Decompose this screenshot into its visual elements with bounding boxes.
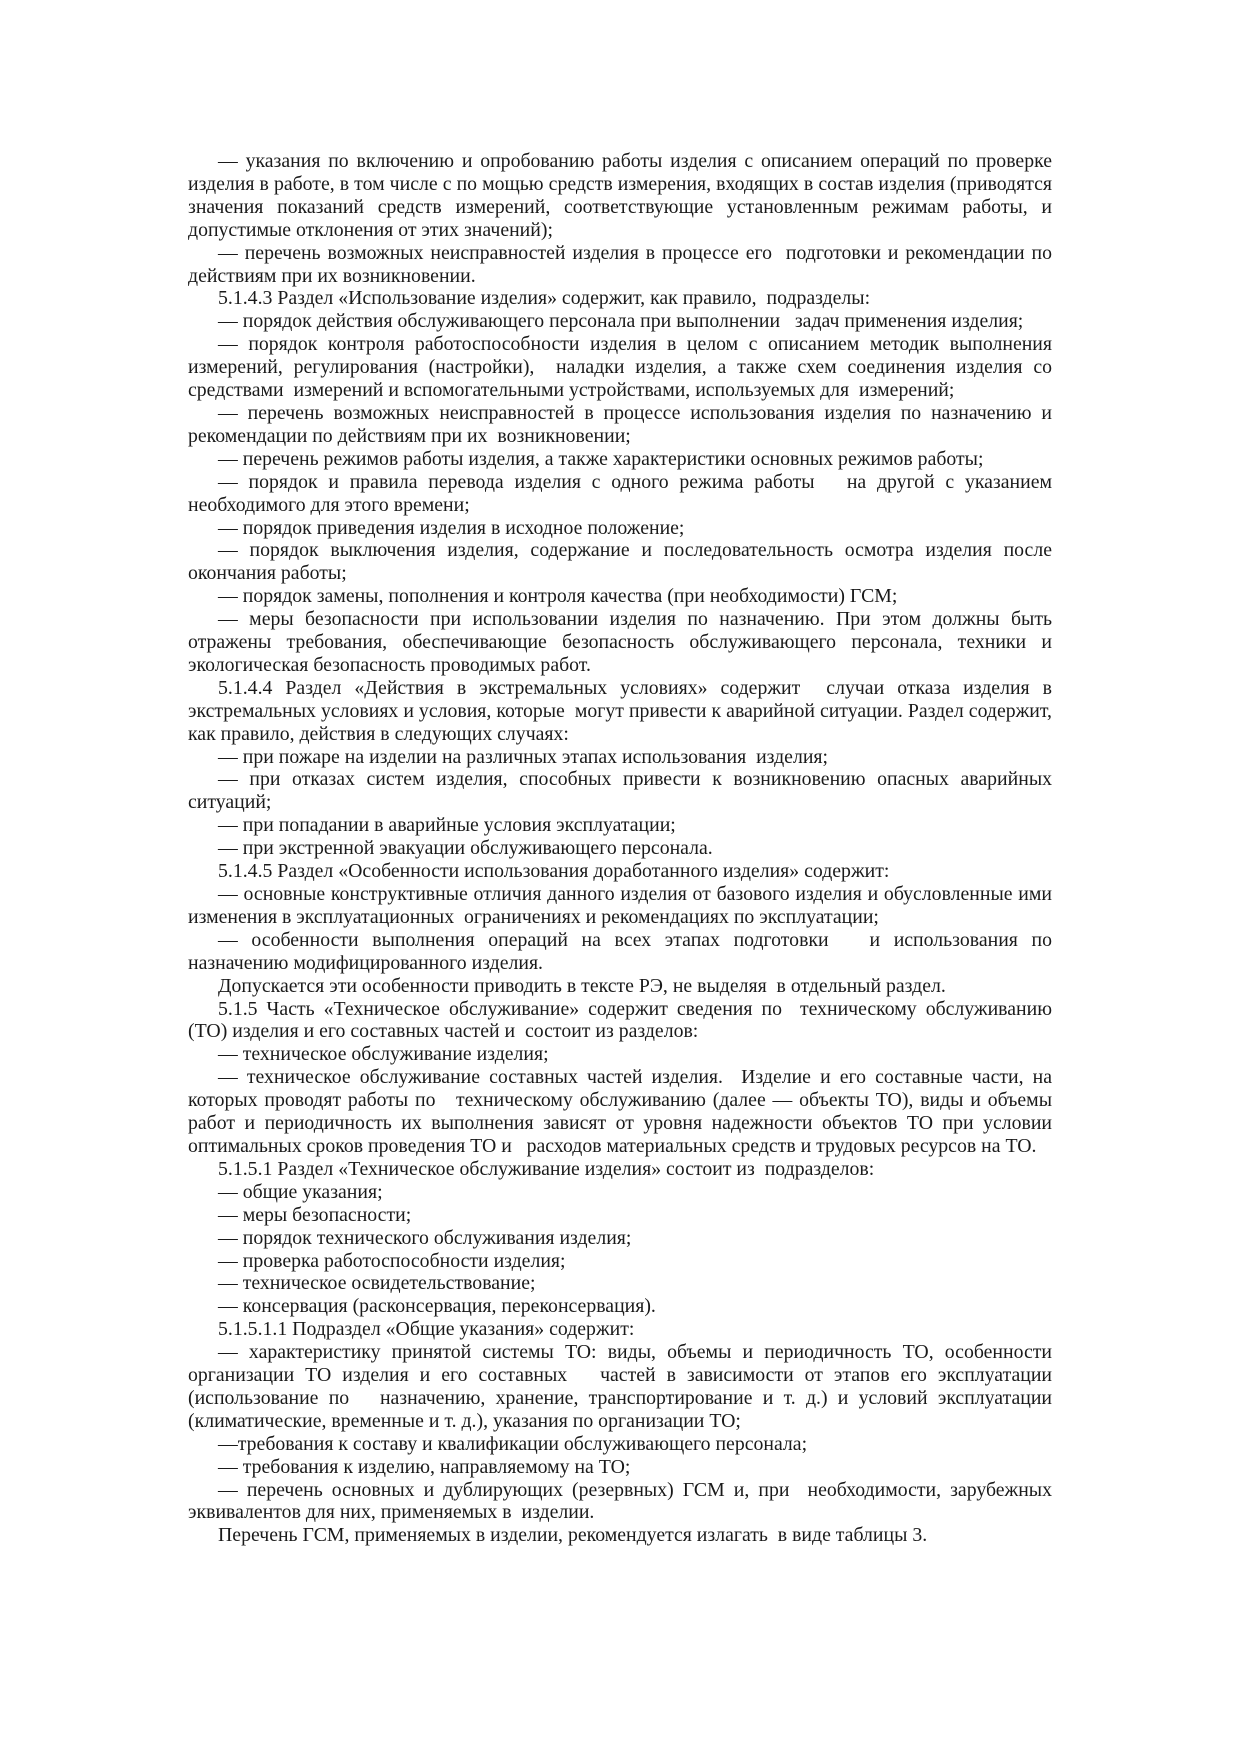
paragraph-bullet: — указания по включению и опробованию работы изделия с описанием операций по проверке изделия в работе, в том числе с по мощью средств измерения, входящих в состав изделия (приводятся значения показаний средств измерений, соответствующие установленным режимам работы, и допустимые отклонения от этих значений); (188, 150, 1062, 241)
paragraph-bullet: — при попадании в аварийные условия эксплуатации; (218, 814, 676, 837)
paragraph-bullet: — проверка работоспособности изделия; (218, 1249, 566, 1272)
section-heading-5-1-5-1-1: 5.1.5.1.1 Подраздел «Общие указания» содержит: (218, 1318, 635, 1341)
paragraph-bullet: — техническое обслуживание изделия; (218, 1043, 549, 1066)
paragraph-bullet: — при отказах систем изделия, способных привести к возникновению опасных аварийных ситуаций; (188, 768, 1057, 814)
paragraph-bullet: — порядок контроля работоспособности изделия в целом с описанием методик выполнения измерений, регулирования (настройки), наладки изделия, а также схем соединения изделия со средствами измерений и вспомогательными устройствами, используемых для измерений; (188, 333, 1057, 402)
paragraph-bullet: — порядок выключения изделия, содержание и последовательность осмотра изделия после окончания работы; (188, 539, 1057, 585)
paragraph-bullet: —требования к составу и квалификации обслуживающего персонала; (218, 1432, 808, 1455)
section-heading-5-1-5-1: 5.1.5.1 Раздел «Техническое обслуживание изделия» состоит из подразделов: (218, 1157, 875, 1180)
paragraph-bullet: — меры безопасности при использовании изделия по назначению. При этом должны быть отражены требования, обеспечивающие безопасность обслуживающего персонала, техники и экологическая безопасность проводимых работ. (188, 608, 1057, 676)
paragraph-bullet: — перечень возможных неисправностей в процессе использования изделия по назначению и рекомендации по действиям при их возникновении; (188, 401, 1057, 447)
paragraph-bullet: — основные конструктивные отличия данного изделия от базового изделия и обусловленные ими изменения в эксплуатационных ограничениях и рекомендациях по эксплуатации; (188, 883, 1057, 928)
paragraph-bullet: — при пожаре на изделии на различных этапах использования изделия; (218, 745, 829, 768)
paragraph-bullet: — порядок замены, пополнения и контроля качества (при необходимости) ГСМ; (218, 585, 898, 608)
paragraph-bullet: — порядок приведения изделия в исходное положение; (218, 516, 685, 539)
section-heading-5-1-5: 5.1.5 Часть «Техническое обслуживание» содержит сведения по техническому обслуживанию (ТО) изделия и его составных частей и состоит из разделов: (188, 997, 1057, 1043)
paragraph-bullet: — порядок действия обслуживающего персонала при выполнении задач применения изделия; (218, 310, 1024, 333)
paragraph-bullet: — требования к изделию, направляемому на ТО; (218, 1455, 631, 1478)
paragraph-bullet: — меры безопасности; (218, 1203, 412, 1226)
section-heading-5-1-4-5: 5.1.4.5 Раздел «Особенности использования доработанного изделия» содержит: (218, 860, 890, 883)
paragraph-bullet: — техническое освидетельствование; (218, 1272, 536, 1295)
paragraph-bullet: — порядок технического обслуживания изделия; (218, 1226, 632, 1249)
paragraph-bullet: — перечень основных и дублирующих (резервных) ГСМ и, при необходимости, зарубежных эквивалентов для них, применяемых в изделии. (188, 1478, 1057, 1524)
paragraph-note: Допускается эти особенности приводить в тексте РЭ, не выделяя в отдельный раздел. (218, 974, 946, 997)
paragraph-bullet: — перечень режимов работы изделия, а также характеристики основных режимов работы; (218, 447, 984, 470)
paragraph-bullet: — консервация (расконсервация, переконсервация). (218, 1295, 656, 1318)
paragraph-bullet: — техническое обслуживание составных частей изделия. Изделие и его составные части, на которых проводят работы по техническому обслуживанию (далее — объекты ТО), виды и объемы работ и периодичность их выполнения зависят от уровня надежности объектов ТО при условии оптимальных сроков проведения ТО и расходов материальных средств и трудовых ресурсов на ТО. (188, 1066, 1062, 1157)
section-heading-5-1-4-3: 5.1.4.3 Раздел «Использование изделия» содержит, как правило, подразделы: (218, 287, 871, 310)
paragraph-note: Перечень ГСМ, применяемых в изделии, рекомендуется излагать в виде таблицы 3. (218, 1524, 928, 1547)
paragraph-bullet: — общие указания; (218, 1180, 383, 1203)
paragraph-bullet: — характеристику принятой системы ТО: виды, объемы и периодичность ТО, особенности организации ТО изделия и его составных частей в зависимости от этапов его эксплуатации (использование по назначению, хранение, транспортирование и т. д.) и условий эксплуатации (климатические, временные и т. д.), указания по организации ТО; (188, 1341, 1057, 1432)
paragraph-bullet: — особенности выполнения операций на всех этапах подготовки и использования по назначению модифицированного изделия. (188, 928, 1057, 974)
paragraph-bullet: — порядок и правила перевода изделия с одного режима работы на другой с указанием необходимого для этого времени; (188, 470, 1057, 516)
section-heading-5-1-4-4: 5.1.4.4 Раздел «Действия в экстремальных условиях» содержит случаи отказа изделия в экстремальных условиях и условия, которые могут привести к аварийной ситуации. Раздел содержит, как правило, действия в следующих случаях: (188, 676, 1057, 745)
document-body (188, 150, 1062, 1547)
paragraph-bullet: — при экстренной эвакуации обслуживающего персонала. (218, 837, 713, 860)
paragraph-bullet: — перечень возможных неисправностей изделия в процессе его подготовки и рекомендации по действиям при их возникновении. (188, 241, 1057, 287)
